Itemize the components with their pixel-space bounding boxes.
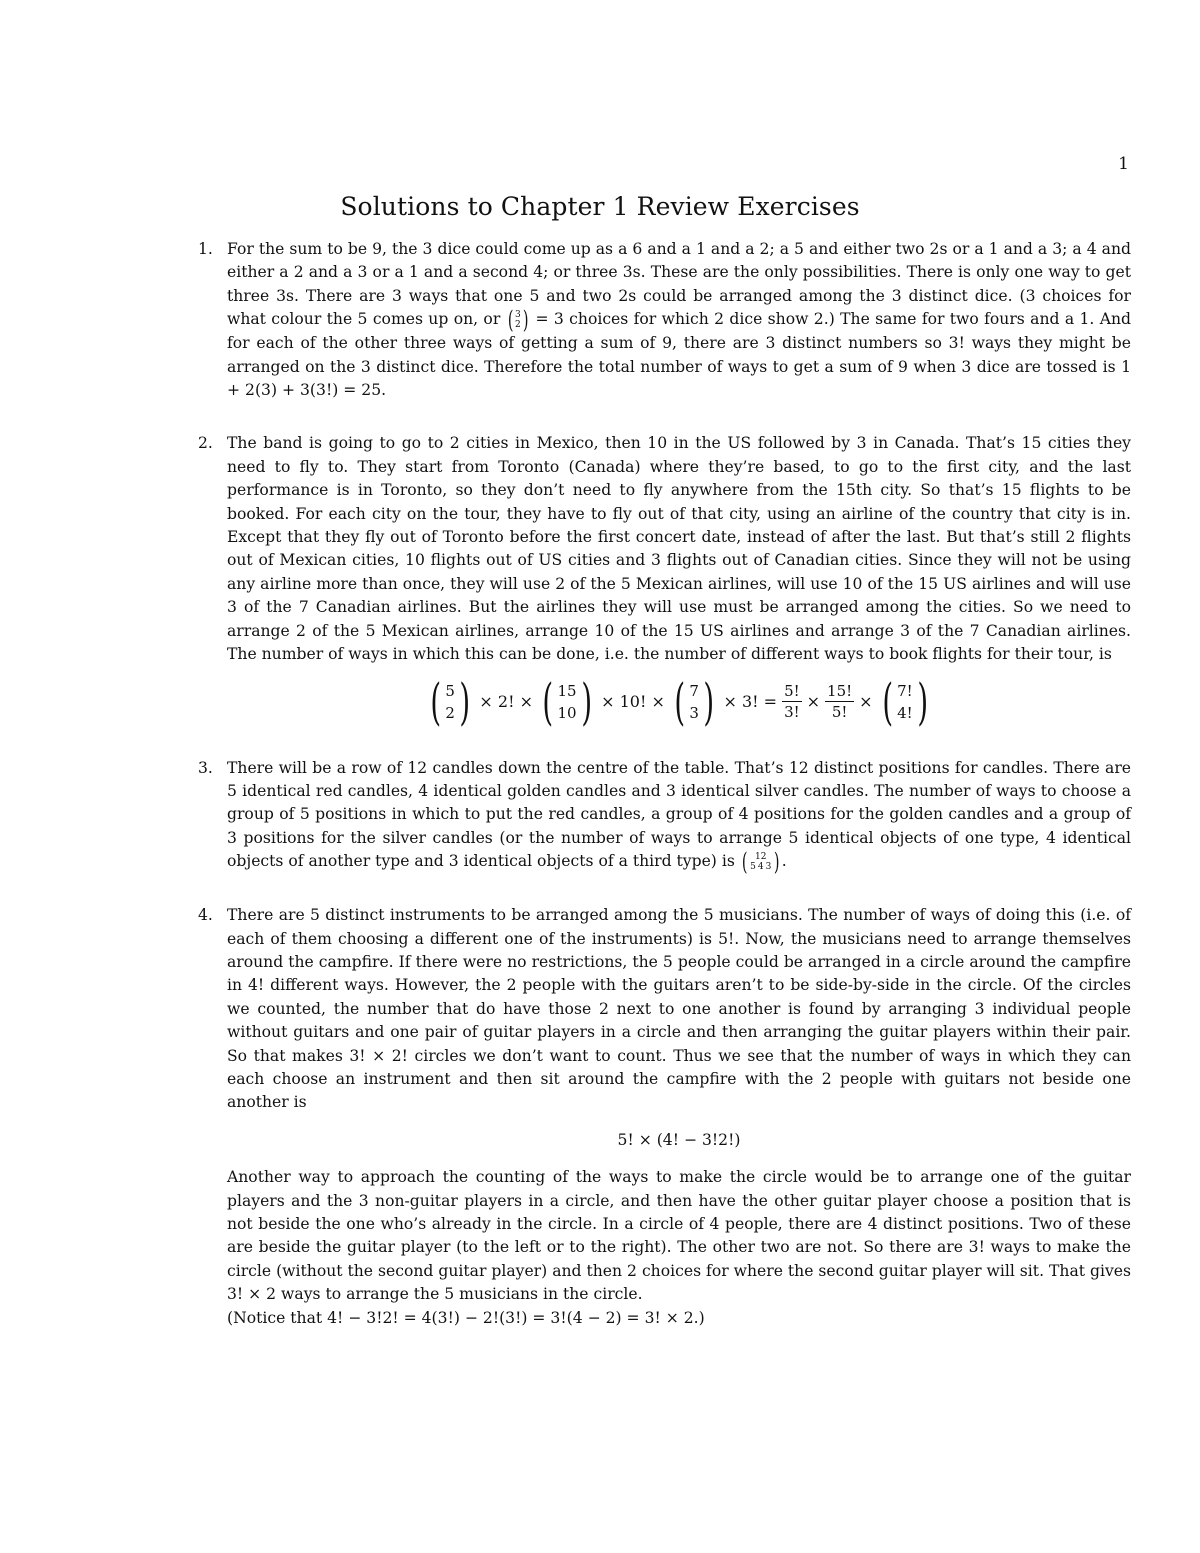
text-end: . — [781, 852, 787, 871]
operator: × 3! = — [723, 691, 778, 711]
text-body: There will be a row of 12 candles down the centre of the table. That’s 12 distinct positions for candles. There are 5 identical red candles, 4 identical golden candles and 3 identical silver candles. The number of ways to choose a group of 5 positions in which to put the red candles, a group of 4 positions for the golden candles and a group of 3 positions for the silver candles (or the number of ways to arrange 5 identical objects of one type, 4 identical objects of another type and 3 identical objects of a third type) is — [227, 758, 1131, 871]
solution-text — [227, 238, 1131, 402]
display-equation: 5! × (4! − 3!2!) — [617, 1130, 741, 1149]
solution-item-4 — [198, 904, 1131, 1330]
continuation-text: Another way to approach the counting of the ways to make the circle would be to arrange one of the guitar players and the 3 non-guitar players in a circle, and then have the other guitar player choose a position that is not beside the one who’s already in the circle. In a circle of 4 people, there are 4 distinct positions. Two of these are beside the guitar player (to the left or to the right). The other two are not. So there are 3! ways to make the circle (without the second guitar player) and then 2 choices for where the second guitar player will sit. That gives 3! × 2 ways to arrange the 5 musicians in the circle. — [227, 1168, 1131, 1304]
binomial: ( 7 3 ) — [674, 672, 715, 731]
operator: × 10! × — [601, 691, 665, 711]
fraction — [782, 681, 802, 722]
multinom-bottom-3: 3 — [765, 862, 772, 873]
text-part-b: = 3 choices for which 2 dice show 2.) The same for two fours and a 1. And for each of the other three ways of getting a sum of 9, there are 3 distinct numbers so 3! ways they might be arranged on the 3 distinct dice. Therefore the total number of ways to get a sum of 9 when 3 dice are tossed is 1 + 2(3) + 3(3!) = 25. — [227, 310, 1131, 400]
binom-top: 7 — [689, 681, 699, 700]
multinomial-coefficient: ( 12 5 4 3 ) — [741, 848, 780, 877]
binom-bottom: 4! — [897, 703, 913, 722]
binom-top: 15 — [557, 681, 577, 700]
binom-top: 3 — [515, 310, 521, 321]
fraction-denominator: 3! — [784, 703, 800, 721]
binom-bottom: 10 — [557, 703, 577, 722]
fraction-numerator: 15! — [827, 682, 853, 700]
solution-item-1 — [198, 238, 1131, 402]
item-number: 2. — [198, 434, 213, 453]
binom-top: 7! — [897, 681, 913, 700]
note-text: (Notice that 4! − 3!2! = 4(3!) − 2!(3!) = 3!(4 − 2) = 3! × 2.) — [227, 1308, 705, 1327]
item-number: 4. — [198, 906, 213, 925]
solution-item-2 — [198, 432, 1131, 731]
binom-top: 5 — [445, 681, 455, 700]
fraction-numerator: 5! — [784, 682, 800, 700]
item-number: 1. — [198, 240, 213, 258]
binom-bottom: 2 — [515, 320, 521, 331]
operator: × 2! × — [479, 691, 533, 711]
fraction-denominator: 5! — [831, 703, 848, 721]
multinom-bottom-1: 5 — [750, 862, 756, 873]
binomial: ( 15 10 ) — [542, 672, 592, 731]
solution-text — [227, 757, 1131, 875]
binomial: ( 7! 4! ) — [881, 672, 928, 731]
solution-text: The band is going to go to 2 cities in Mexico, then 10 in the US followed by 3 in Canada. That’s 15 cities they need to fly to. They start from Toronto (Canada) where they’re based, to go to the first city, and the last performance is in Toronto, so they don’t need to fly anywhere from the 15th city. So that’s 15 flights to be booked. For each city on the tour, they have to fly out of that city, using an airline of the country that city is in. Except that they fly out of Toronto before the first concert date, instead of after the last. But that’s still 2 flights out of Mexican cities, 10 flights out of US cities and 3 flights out of Canadian cities. Since they will not be using any airline more than once, they will use 2 of the 5 Mexican airlines, will use 10 of the 15 US airlines and will use 3 of the 7 Canadian airlines. But the airlines they will use must be arranged among the cities. So we need to arrange 2 of the 5 Mexican airlines, arrange 10 of the 15 US airlines and arrange 3 of the 7 Canadian airlines. The number of ways in which this can be done, i.e. the number of different ways to book flights for their tour, is — [227, 434, 1131, 664]
multinom-bottom-2: 4 — [757, 862, 764, 873]
operator: × — [806, 691, 821, 711]
binom-bottom: 3 — [689, 703, 699, 722]
text-part-a: For the sum to be 9, the 3 dice could come up as a 6 and a 1 and a 2; a 5 and either two 2s or a 1 and a 3; a 4 and either a 2 and a 3 or a 1 and a second 4; or three 3s. These are the only possibilities. There is only one way to get three 3s. There are 3 ways that one 5 and two 2s could be arranged among the 3 distinct dice. (3 choices for what colour the 5 comes up on, or — [227, 240, 1131, 329]
solution-text: There are 5 distinct instruments to be arranged among the 5 musicians. The number of ways of doing this (i.e. of each of them choosing a different one of the instruments) is 5!. Now, the musicians need to arrange themselves around the campfire. If there were no restrictions, the 5 people could be arranged in a circle around the campfire in 4! different ways. However, the 2 people with the guitars aren’t to be side-by-side in the circle. Of the circles we counted, the number that do have those 2 next to one another is found by arranging 3 individual people without guitars and one pair of guitar players in a circle and then arranging the guitar players within their pair. So that makes 3! × 2! circles we don’t want to count. Thus we see that the number of ways in which they can each choose an instrument and then sit around the campfire with the 2 people with guitars not beside one another is — [227, 906, 1131, 1112]
page-number: 1 — [1118, 154, 1129, 174]
binom-bottom: 2 — [445, 703, 455, 722]
fraction — [825, 681, 854, 722]
solutions-list — [198, 238, 1131, 1330]
binomial-inline: ( 3 2 ) — [507, 306, 529, 335]
operator: × — [859, 691, 873, 711]
binomial: ( 5 2 ) — [430, 672, 470, 731]
item-number: 3. — [198, 758, 213, 777]
multinom-top: 12 — [755, 852, 767, 863]
solution-item-3 — [198, 757, 1131, 875]
display-equation — [227, 672, 1131, 731]
page-title: Solutions to Chapter 1 Review Exercises — [340, 192, 860, 221]
